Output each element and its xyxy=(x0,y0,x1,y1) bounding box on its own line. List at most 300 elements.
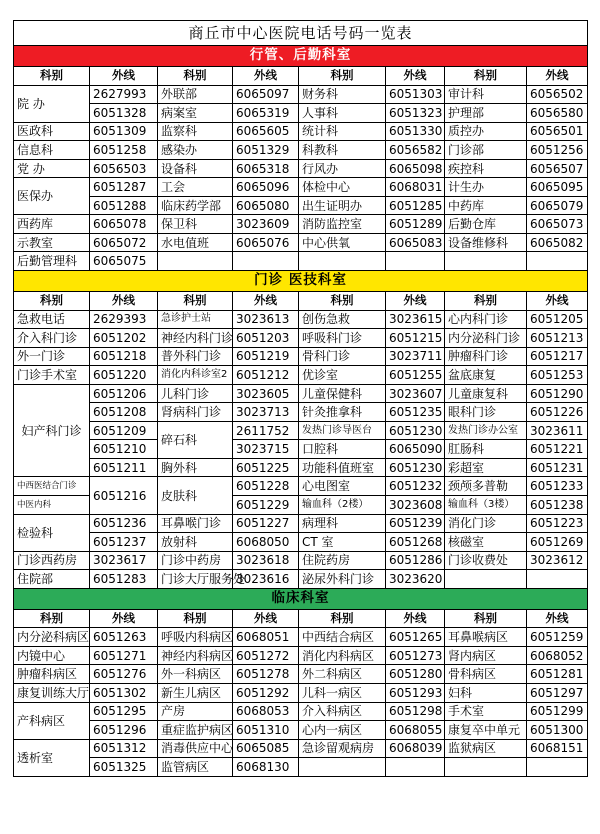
department-cell: 后勤管理科 xyxy=(14,252,90,271)
table-row xyxy=(14,159,588,178)
extension-cell: 6051298 xyxy=(386,702,445,721)
extension-cell: 2629393 xyxy=(90,310,158,329)
extension-cell: 6065075 xyxy=(90,252,158,271)
extension-cell: 6051328 xyxy=(90,104,158,123)
department-cell: 门诊西药房 xyxy=(14,551,90,570)
department-cell: 后勤仓库 xyxy=(445,215,527,234)
extension-cell: 6068151 xyxy=(527,739,588,758)
department-cell: 创伤急救 xyxy=(299,310,386,329)
department-cell: 住院药房 xyxy=(299,551,386,570)
department-cell: 肿瘤科病区 xyxy=(14,665,90,684)
department-cell: 外一科病区 xyxy=(158,665,233,684)
extension-cell: 6056580 xyxy=(527,104,588,123)
department-cell: 输血科（3楼） xyxy=(445,496,527,515)
department-cell: 体检中心 xyxy=(299,178,386,197)
extension-cell: 6051233 xyxy=(527,477,588,496)
department-cell: 住院部 xyxy=(14,570,90,589)
table-row xyxy=(14,665,588,684)
department-cell: 工会 xyxy=(158,178,233,197)
department-cell: 康复训练大厅 xyxy=(14,683,90,702)
extension-cell: 6065319 xyxy=(233,104,299,123)
extension-cell: 3023609 xyxy=(233,215,299,234)
table-row xyxy=(14,233,588,252)
extension-cell: 3023616 xyxy=(233,570,299,589)
department-cell: 病案室 xyxy=(158,104,233,123)
department-cell: 输血科（2楼） xyxy=(299,496,386,515)
extension-cell: 6051217 xyxy=(527,347,588,366)
column-header-extension: 外线 xyxy=(386,292,445,311)
department-cell: 胸外科 xyxy=(158,458,233,477)
department-cell: 门诊中药房 xyxy=(158,551,233,570)
department-cell: 设备科 xyxy=(158,159,233,178)
table-row xyxy=(14,551,588,570)
extension-cell: 6065072 xyxy=(90,233,158,252)
extension-cell: 6051220 xyxy=(90,366,158,385)
department-cell: 泌尿外科门诊 xyxy=(299,570,386,589)
extension-cell: 6065080 xyxy=(233,196,299,215)
extension-cell: 6065090 xyxy=(386,440,445,459)
extension-cell: 6051209 xyxy=(90,421,158,440)
extension-cell: 6065078 xyxy=(90,215,158,234)
department-cell: 西药库 xyxy=(14,215,90,234)
department-cell: 中西结合病区 xyxy=(299,628,386,647)
department-cell: 中医内科 xyxy=(14,496,90,515)
department-cell: 门诊部 xyxy=(445,141,527,160)
column-header-extension: 外线 xyxy=(233,609,299,628)
column-header-department: 科别 xyxy=(158,292,233,311)
department-cell: 眼科门诊 xyxy=(445,403,527,422)
table-row xyxy=(14,196,588,215)
column-header-department: 科别 xyxy=(158,67,233,86)
extension-cell xyxy=(527,570,588,589)
column-header-department: 科别 xyxy=(445,609,527,628)
department-cell: 颈颅多普勒 xyxy=(445,477,527,496)
extension-cell: 6051278 xyxy=(233,665,299,684)
department-cell: 外一门诊 xyxy=(14,347,90,366)
column-header-department: 科别 xyxy=(299,67,386,86)
extension-cell: 6065095 xyxy=(527,178,588,197)
extension-cell: 6051258 xyxy=(90,141,158,160)
department-cell: 示教室 xyxy=(14,233,90,252)
column-header-department: 科别 xyxy=(445,67,527,86)
table-row xyxy=(14,347,588,366)
section-header-outpatient: 门诊 医技科室 xyxy=(14,271,588,292)
table-row xyxy=(14,85,588,104)
extension-cell: 6065073 xyxy=(527,215,588,234)
department-cell: 肾病科门诊 xyxy=(158,403,233,422)
extension-cell: 6051300 xyxy=(527,721,588,740)
department-cell: 放射科 xyxy=(158,533,233,552)
extension-cell: 6051213 xyxy=(527,329,588,348)
extension-cell: 6051221 xyxy=(527,440,588,459)
department-cell: 儿科一病区 xyxy=(299,683,386,702)
extension-cell: 6051231 xyxy=(527,458,588,477)
extension-cell: 6051287 xyxy=(90,178,158,197)
extension-cell: 6051255 xyxy=(386,366,445,385)
department-cell: 内分泌科门诊 xyxy=(445,329,527,348)
department-cell: 科教科 xyxy=(299,141,386,160)
table-row xyxy=(14,533,588,552)
column-header-extension: 外线 xyxy=(386,609,445,628)
extension-cell: 6056502 xyxy=(527,85,588,104)
extension-cell: 6051292 xyxy=(233,683,299,702)
table-row xyxy=(14,477,588,496)
extension-cell: 6051253 xyxy=(527,366,588,385)
extension-cell: 6065097 xyxy=(233,85,299,104)
column-header-extension: 外线 xyxy=(527,292,588,311)
department-cell: 针灸推拿科 xyxy=(299,403,386,422)
extension-cell: 6051283 xyxy=(90,570,158,589)
department-cell: 监察科 xyxy=(158,122,233,141)
extension-cell: 6051286 xyxy=(386,551,445,570)
table-row xyxy=(14,646,588,665)
extension-cell: 6051218 xyxy=(90,347,158,366)
column-header-department: 科别 xyxy=(14,67,90,86)
department-cell: 心内科门诊 xyxy=(445,310,527,329)
department-cell: 透析室 xyxy=(14,739,90,776)
department-cell: 呼吸科门诊 xyxy=(299,329,386,348)
extension-cell: 6051230 xyxy=(386,421,445,440)
department-cell: 统计科 xyxy=(299,122,386,141)
table-row xyxy=(14,403,588,422)
column-header-department: 科别 xyxy=(14,609,90,628)
column-header-extension: 外线 xyxy=(527,67,588,86)
extension-cell: 6051223 xyxy=(527,514,588,533)
extension-cell: 6051227 xyxy=(233,514,299,533)
department-cell: 审计科 xyxy=(445,85,527,104)
department-cell: 口腔科 xyxy=(299,440,386,459)
extension-cell: 6051269 xyxy=(527,533,588,552)
department-cell: 核磁室 xyxy=(445,533,527,552)
department-cell: 护理部 xyxy=(445,104,527,123)
extension-cell: 3023611 xyxy=(527,421,588,440)
department-cell: 重症监护病区 xyxy=(158,721,233,740)
department-cell: 水电值班 xyxy=(158,233,233,252)
extension-cell: 3023713 xyxy=(233,403,299,422)
department-cell: 消化门诊 xyxy=(445,514,527,533)
extension-cell: 6056501 xyxy=(527,122,588,141)
column-header-extension: 外线 xyxy=(527,609,588,628)
department-cell xyxy=(299,758,386,777)
extension-cell: 6051272 xyxy=(233,646,299,665)
department-cell: 妇产科门诊 xyxy=(14,384,90,477)
extension-cell xyxy=(527,758,588,777)
department-cell xyxy=(445,570,527,589)
extension-cell: 6051293 xyxy=(386,683,445,702)
extension-cell: 2611752 xyxy=(233,421,299,440)
extension-cell: 6065318 xyxy=(233,159,299,178)
extension-cell: 3023615 xyxy=(386,310,445,329)
department-cell xyxy=(445,758,527,777)
table-row xyxy=(14,739,588,758)
extension-cell: 6051325 xyxy=(90,758,158,777)
extension-cell: 6051226 xyxy=(527,403,588,422)
extension-cell: 6068055 xyxy=(386,721,445,740)
extension-cell: 6056507 xyxy=(527,159,588,178)
department-cell: 发热门诊导医台 xyxy=(299,421,386,440)
table-row xyxy=(14,421,588,440)
table-row xyxy=(14,758,588,777)
department-cell: 设备维修科 xyxy=(445,233,527,252)
department-cell: 肛肠科 xyxy=(445,440,527,459)
department-cell: 皮肤科 xyxy=(158,477,233,514)
department-cell: 内分泌科病区 xyxy=(14,628,90,647)
department-cell: 中心供氧 xyxy=(299,233,386,252)
extension-cell: 6051281 xyxy=(527,665,588,684)
column-header-extension: 外线 xyxy=(233,292,299,311)
table-row xyxy=(14,721,588,740)
section-header-clinical: 临床科室 xyxy=(14,588,588,609)
department-cell: 党 办 xyxy=(14,159,90,178)
table-row xyxy=(14,570,588,589)
extension-cell: 6051323 xyxy=(386,104,445,123)
department-cell: 神经内科门诊 xyxy=(158,329,233,348)
extension-cell: 6051285 xyxy=(386,196,445,215)
extension-cell: 6068039 xyxy=(386,739,445,758)
department-cell: 呼吸内科病区 xyxy=(158,628,233,647)
column-header-extension: 外线 xyxy=(90,609,158,628)
department-cell: 检验科 xyxy=(14,514,90,551)
extension-cell: 6051268 xyxy=(386,533,445,552)
extension-cell: 6065605 xyxy=(233,122,299,141)
extension-cell: 6065098 xyxy=(386,159,445,178)
extension-cell: 6068050 xyxy=(233,533,299,552)
extension-cell: 6051303 xyxy=(386,85,445,104)
table-row xyxy=(14,252,588,271)
department-cell: 疾控科 xyxy=(445,159,527,178)
department-cell: 心内一病区 xyxy=(299,721,386,740)
extension-cell: 6065076 xyxy=(233,233,299,252)
extension-cell: 6051228 xyxy=(233,477,299,496)
extension-cell: 6051330 xyxy=(386,122,445,141)
extension-cell: 6051271 xyxy=(90,646,158,665)
extension-cell: 6065082 xyxy=(527,233,588,252)
department-cell: 消化内科病区 xyxy=(299,646,386,665)
extension-cell: 6051280 xyxy=(386,665,445,684)
department-cell xyxy=(158,252,233,271)
extension-cell: 6051239 xyxy=(386,514,445,533)
table-row xyxy=(14,458,588,477)
column-header-department: 科别 xyxy=(14,292,90,311)
department-cell: 消防监控室 xyxy=(299,215,386,234)
department-cell: 儿科门诊 xyxy=(158,384,233,403)
department-cell xyxy=(445,252,527,271)
extension-cell: 6056503 xyxy=(90,159,158,178)
extension-cell: 6051230 xyxy=(386,458,445,477)
extension-cell: 6051265 xyxy=(386,628,445,647)
extension-cell: 6051256 xyxy=(527,141,588,160)
extension-cell: 6051237 xyxy=(90,533,158,552)
section-header-admin: 行管、后勤科室 xyxy=(14,46,588,67)
extension-cell: 3023715 xyxy=(233,440,299,459)
extension-cell: 6051208 xyxy=(90,403,158,422)
table-row xyxy=(14,104,588,123)
extension-cell: 3023617 xyxy=(90,551,158,570)
department-cell: 监管病区 xyxy=(158,758,233,777)
extension-cell: 6068052 xyxy=(527,646,588,665)
department-cell: 外二科病区 xyxy=(299,665,386,684)
department-cell: 优诊室 xyxy=(299,366,386,385)
table-row xyxy=(14,310,588,329)
department-cell: 出生证明办 xyxy=(299,196,386,215)
department-cell: 门诊大厅服务处 xyxy=(158,570,233,589)
extension-cell: 6051236 xyxy=(90,514,158,533)
department-cell: 行风办 xyxy=(299,159,386,178)
table-row xyxy=(14,215,588,234)
extension-cell: 6051290 xyxy=(527,384,588,403)
department-cell: 门诊收费处 xyxy=(445,551,527,570)
extension-cell: 6051295 xyxy=(90,702,158,721)
table-row xyxy=(14,514,588,533)
extension-cell: 3023620 xyxy=(386,570,445,589)
table-row xyxy=(14,366,588,385)
department-cell: 中药库 xyxy=(445,196,527,215)
department-cell: 门诊手术室 xyxy=(14,366,90,385)
table-row xyxy=(14,702,588,721)
department-cell: 临床药学部 xyxy=(158,196,233,215)
extension-cell: 6068031 xyxy=(386,178,445,197)
extension-cell: 6051219 xyxy=(233,347,299,366)
column-header-extension: 外线 xyxy=(90,292,158,311)
phone-directory-table xyxy=(13,20,588,777)
extension-cell: 6051229 xyxy=(233,496,299,515)
extension-cell: 6051203 xyxy=(233,329,299,348)
extension-cell: 6051202 xyxy=(90,329,158,348)
extension-cell: 6068053 xyxy=(233,702,299,721)
department-cell: 康复卒中单元 xyxy=(445,721,527,740)
table-row xyxy=(14,178,588,197)
department-cell: 妇科 xyxy=(445,683,527,702)
extension-cell: 3023711 xyxy=(386,347,445,366)
extension-cell: 6051211 xyxy=(90,458,158,477)
page-title: 商丘市中心医院电话号码一览表 xyxy=(14,21,588,46)
extension-cell: 6051238 xyxy=(527,496,588,515)
column-header-department: 科别 xyxy=(299,609,386,628)
department-cell: 中西医结合门诊 xyxy=(14,477,90,496)
extension-cell: 6065085 xyxy=(233,739,299,758)
extension-cell: 6065083 xyxy=(386,233,445,252)
department-cell: 手术室 xyxy=(445,702,527,721)
extension-cell: 6051276 xyxy=(90,665,158,684)
department-cell: 院 办 xyxy=(14,85,90,122)
department-cell: 质控办 xyxy=(445,122,527,141)
extension-cell: 6065096 xyxy=(233,178,299,197)
extension-cell: 6051215 xyxy=(386,329,445,348)
extension-cell xyxy=(233,252,299,271)
department-cell: 盆底康复 xyxy=(445,366,527,385)
department-cell: 人事科 xyxy=(299,104,386,123)
extension-cell: 6068051 xyxy=(233,628,299,647)
department-cell: 急诊留观病房 xyxy=(299,739,386,758)
extension-cell: 6051297 xyxy=(527,683,588,702)
column-header-department: 科别 xyxy=(158,609,233,628)
extension-cell: 3023608 xyxy=(386,496,445,515)
department-cell: 急诊护士站 xyxy=(158,310,233,329)
extension-cell: 6051289 xyxy=(386,215,445,234)
department-cell: 介入科病区 xyxy=(299,702,386,721)
table-row xyxy=(14,141,588,160)
extension-cell xyxy=(386,252,445,271)
table-row xyxy=(14,440,588,459)
department-cell: 彩超室 xyxy=(445,458,527,477)
extension-cell: 3023607 xyxy=(386,384,445,403)
extension-cell: 6051309 xyxy=(90,122,158,141)
table-row xyxy=(14,122,588,141)
table-row xyxy=(14,628,588,647)
department-cell: 心电图室 xyxy=(299,477,386,496)
department-cell: 医保办 xyxy=(14,178,90,215)
department-cell: 耳鼻喉病区 xyxy=(445,628,527,647)
extension-cell: 6056582 xyxy=(386,141,445,160)
department-cell: 消毒供应中心 xyxy=(158,739,233,758)
extension-cell xyxy=(527,252,588,271)
extension-cell: 6051205 xyxy=(527,310,588,329)
department-cell: 财务科 xyxy=(299,85,386,104)
extension-cell: 2627993 xyxy=(90,85,158,104)
column-header-extension: 外线 xyxy=(90,67,158,86)
extension-cell: 6068130 xyxy=(233,758,299,777)
extension-cell: 3023613 xyxy=(233,310,299,329)
department-cell: 新生儿病区 xyxy=(158,683,233,702)
department-cell: 骨科门诊 xyxy=(299,347,386,366)
extension-cell: 6051225 xyxy=(233,458,299,477)
department-cell: 感染办 xyxy=(158,141,233,160)
department-cell: 计生办 xyxy=(445,178,527,197)
department-cell: 耳鼻喉门诊 xyxy=(158,514,233,533)
department-cell: 普外科门诊 xyxy=(158,347,233,366)
table-row xyxy=(14,384,588,403)
extension-cell: 6051302 xyxy=(90,683,158,702)
department-cell: 外联部 xyxy=(158,85,233,104)
department-cell: 监狱病区 xyxy=(445,739,527,758)
extension-cell: 6051206 xyxy=(90,384,158,403)
extension-cell: 6051312 xyxy=(90,739,158,758)
department-cell: 消化内科诊室2 xyxy=(158,366,233,385)
extension-cell: 6051296 xyxy=(90,721,158,740)
column-header-extension: 外线 xyxy=(386,67,445,86)
extension-cell: 6065079 xyxy=(527,196,588,215)
extension-cell: 6051310 xyxy=(233,721,299,740)
department-cell: 介入科门诊 xyxy=(14,329,90,348)
extension-cell: 6051259 xyxy=(527,628,588,647)
department-cell: 产科病区 xyxy=(14,702,90,739)
department-cell: 信息科 xyxy=(14,141,90,160)
department-cell xyxy=(299,252,386,271)
department-cell: 碎石科 xyxy=(158,421,233,458)
department-cell: 保卫科 xyxy=(158,215,233,234)
extension-cell: 6051299 xyxy=(527,702,588,721)
department-cell: 儿童保健科 xyxy=(299,384,386,403)
table-row xyxy=(14,683,588,702)
extension-cell: 3023618 xyxy=(233,551,299,570)
department-cell: 急救电话 xyxy=(14,310,90,329)
column-header-department: 科别 xyxy=(445,292,527,311)
column-header-department: 科别 xyxy=(299,292,386,311)
column-header-extension: 外线 xyxy=(233,67,299,86)
extension-cell: 6051232 xyxy=(386,477,445,496)
department-cell: 儿童康复科 xyxy=(445,384,527,403)
extension-cell: 3023605 xyxy=(233,384,299,403)
table-row xyxy=(14,329,588,348)
extension-cell: 6051273 xyxy=(386,646,445,665)
extension-cell: 3023612 xyxy=(527,551,588,570)
extension-cell xyxy=(386,758,445,777)
department-cell: 内镜中心 xyxy=(14,646,90,665)
department-cell: 医政科 xyxy=(14,122,90,141)
extension-cell: 6051210 xyxy=(90,440,158,459)
extension-cell: 6051212 xyxy=(233,366,299,385)
extension-cell: 6051288 xyxy=(90,196,158,215)
